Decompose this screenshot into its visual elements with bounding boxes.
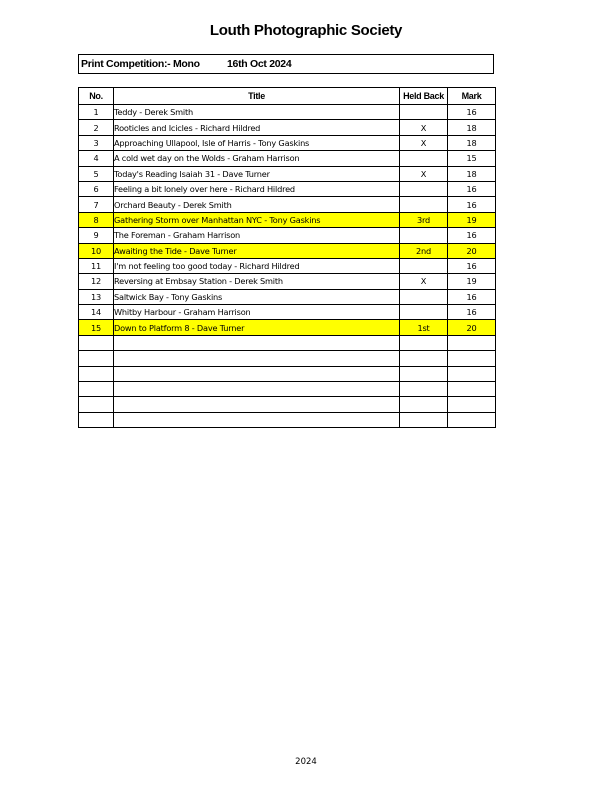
entry-mark [448, 351, 496, 366]
entry-number [79, 335, 114, 350]
entry-held-back [400, 382, 448, 397]
table-row [79, 135, 496, 150]
entry-title: Whitby Harbour - Graham Harrison [114, 305, 400, 320]
entry-held-back [400, 181, 448, 196]
entry-held-back: 2nd [400, 243, 448, 258]
entry-title: A cold wet day on the Wolds - Graham Harrison [114, 151, 400, 166]
entry-title: I'm not feeling too good today - Richard Hildred [114, 258, 400, 273]
entry-number: 13 [79, 289, 114, 304]
table-row [79, 228, 496, 243]
entry-title: Gathering Storm over Manhattan NYC - Tony Gaskins [114, 212, 400, 227]
entry-mark [448, 335, 496, 350]
entry-held-back: 3rd [400, 212, 448, 227]
entry-held-back: X [400, 135, 448, 150]
table-body [79, 105, 496, 428]
table-row [79, 197, 496, 212]
entry-number: 12 [79, 274, 114, 289]
table-row [79, 105, 496, 120]
entry-mark: 16 [448, 305, 496, 320]
column-header-held-back: Held Back [400, 88, 448, 105]
entry-mark [448, 382, 496, 397]
table-row [79, 181, 496, 196]
entry-number: 2 [79, 120, 114, 135]
empty-table-row [79, 335, 496, 350]
entry-held-back [400, 305, 448, 320]
entry-mark: 16 [448, 181, 496, 196]
entry-mark: 18 [448, 120, 496, 135]
entry-title: Down to Platform 8 - Dave Turner [114, 320, 400, 335]
table-row [79, 274, 496, 289]
entry-held-back [400, 397, 448, 412]
entry-held-back [400, 258, 448, 273]
entry-held-back [400, 335, 448, 350]
entry-number: 9 [79, 228, 114, 243]
entry-title: Feeling a bit lonely over here - Richard Hildred [114, 181, 400, 196]
empty-table-row [79, 351, 496, 366]
entry-title: Rooticles and Icicles - Richard Hildred [114, 120, 400, 135]
entry-title: The Foreman - Graham Harrison [114, 228, 400, 243]
competition-label: Print Competition:- Mono [81, 58, 200, 70]
empty-table-row [79, 412, 496, 427]
entry-title [114, 351, 400, 366]
entry-title: Awaiting the Tide - Dave Turner [114, 243, 400, 258]
entry-mark [448, 412, 496, 427]
entry-mark: 18 [448, 135, 496, 150]
entry-mark: 18 [448, 166, 496, 181]
footer-year: 2024 [295, 757, 317, 767]
entry-number [79, 412, 114, 427]
entry-held-back [400, 351, 448, 366]
entry-title [114, 397, 400, 412]
entry-number: 15 [79, 320, 114, 335]
column-header-mark: Mark [448, 88, 496, 105]
entry-number [79, 382, 114, 397]
entry-held-back [400, 197, 448, 212]
entry-number [79, 397, 114, 412]
results-table [78, 87, 496, 428]
entry-title [114, 382, 400, 397]
entry-mark: 16 [448, 105, 496, 120]
entry-mark: 19 [448, 274, 496, 289]
entry-held-back: 1st [400, 320, 448, 335]
entry-number: 1 [79, 105, 114, 120]
entry-title: Orchard Beauty - Derek Smith [114, 197, 400, 212]
entry-title: Reversing at Embsay Station - Derek Smith [114, 274, 400, 289]
table-row [79, 166, 496, 181]
entry-held-back [400, 412, 448, 427]
entry-number: 4 [79, 151, 114, 166]
entry-mark [448, 366, 496, 381]
entry-title: Saltwick Bay - Tony Gaskins [114, 289, 400, 304]
table-row [79, 320, 496, 335]
table-row [79, 151, 496, 166]
entry-mark [448, 397, 496, 412]
entry-mark: 20 [448, 243, 496, 258]
table-row [79, 258, 496, 273]
column-header-no: No. [79, 88, 114, 105]
entry-number: 7 [79, 197, 114, 212]
entry-title: Approaching Ullapool, Isle of Harris - Tony Gaskins [114, 135, 400, 150]
entry-held-back [400, 228, 448, 243]
table-row [79, 289, 496, 304]
entry-mark: 20 [448, 320, 496, 335]
entry-mark: 15 [448, 151, 496, 166]
table-row [79, 243, 496, 258]
entry-number: 14 [79, 305, 114, 320]
table-row [79, 305, 496, 320]
table-row [79, 212, 496, 227]
entry-number: 3 [79, 135, 114, 150]
entry-number [79, 366, 114, 381]
entry-mark: 19 [448, 212, 496, 227]
entry-mark: 16 [448, 197, 496, 212]
entry-number: 6 [79, 181, 114, 196]
entry-number: 10 [79, 243, 114, 258]
competition-date: 16th Oct 2024 [227, 58, 292, 70]
entry-title [114, 335, 400, 350]
entry-title [114, 366, 400, 381]
entry-number [79, 351, 114, 366]
entry-mark: 16 [448, 228, 496, 243]
entry-held-back [400, 289, 448, 304]
entry-held-back [400, 105, 448, 120]
entry-number: 8 [79, 212, 114, 227]
page-title: Louth Photographic Society [209, 22, 403, 39]
entry-held-back: X [400, 166, 448, 181]
entry-held-back: X [400, 274, 448, 289]
entry-held-back [400, 366, 448, 381]
table-header-row [79, 88, 496, 105]
empty-table-row [79, 397, 496, 412]
empty-table-row [79, 382, 496, 397]
entry-held-back: X [400, 120, 448, 135]
entry-title: Today's Reading Isaiah 31 - Dave Turner [114, 166, 400, 181]
entry-title [114, 412, 400, 427]
entry-held-back [400, 151, 448, 166]
entry-number: 5 [79, 166, 114, 181]
empty-table-row [79, 366, 496, 381]
table-row [79, 120, 496, 135]
entry-number: 11 [79, 258, 114, 273]
entry-mark: 16 [448, 258, 496, 273]
competition-info-box [78, 54, 494, 74]
entry-title: Teddy - Derek Smith [114, 105, 400, 120]
entry-mark: 16 [448, 289, 496, 304]
column-header-title: Title [114, 88, 400, 105]
